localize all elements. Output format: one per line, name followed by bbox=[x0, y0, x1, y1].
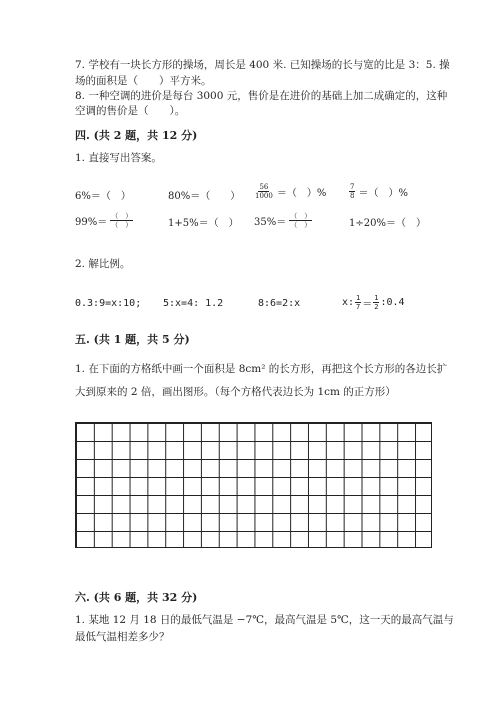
section5-line1: 1. 在下面的方格纸中画一个面积是 8cm² 的长方形，再把这个长方形的各边长扩 bbox=[75, 363, 448, 375]
calc-35-percent: 35%＝ $\frac{( )}{( )}$ bbox=[254, 212, 312, 229]
calc-99-percent: 99%＝ $\frac{( )}{( )}$ bbox=[75, 212, 133, 229]
section6-line2: 最低气温相差多少？ bbox=[75, 631, 170, 643]
square-grid-paper[interactable] bbox=[75, 422, 432, 548]
calc-6-percent: 6%＝（ ） bbox=[75, 191, 131, 202]
calc-1-div-20-percent: 1÷20%＝（ ） bbox=[349, 218, 426, 229]
calc-7-over-8: $\frac{7}{8}$ ＝（ ）% bbox=[350, 183, 408, 200]
section4-q2-title: 2. 解比例。 bbox=[75, 258, 131, 270]
ratio-b: 5:x=4: 1.2 bbox=[163, 298, 224, 309]
calc-80-percent: 80%＝（ ） bbox=[168, 191, 241, 202]
section6-title: 六. (共 6 题，共 32 分) bbox=[75, 591, 198, 604]
ratio-c: 8:6=2:x bbox=[258, 298, 301, 309]
ratio-a: 0.3:9=x:10; bbox=[75, 298, 142, 309]
q8-line1: 8. 一种空调的进价是每台 3000 元，售价是在进价的基础上加二成确定的，这种 bbox=[75, 90, 448, 102]
section4-q1-title: 1. 直接写出答案。 bbox=[75, 152, 162, 164]
calc-56-over-1000: $\frac{56}{1000}$ ＝（ ）% bbox=[255, 183, 327, 200]
q8-line2: 空调的售价是（ ）。 bbox=[75, 105, 186, 117]
calc-1-plus-5-percent: 1+5%＝（ ） bbox=[168, 218, 239, 229]
section5-title: 五. (共 1 题，共 5 分) bbox=[75, 333, 190, 346]
ratio-d: x: $\frac{1}{7}$ ＝ $\frac{1}{2}$ :0.4 bbox=[342, 294, 405, 311]
section5-line2: 大到原来的 2 倍，画出图形。（每个方格代表边长为 1cm 的正方形） bbox=[75, 386, 396, 398]
section6-line1: 1. 某地 12 月 18 日的最低气温是 −7℃，最高气温是 5℃，这一天的最高气温与 bbox=[75, 614, 454, 626]
section4-title: 四. (共 2 题，共 12 分) bbox=[75, 129, 198, 142]
q7-line1: 7. 学校有一块长方形的操场，周长是 400 米. 已知操场的长与宽的比是 3：5. 操 bbox=[75, 59, 450, 71]
q7-line2: 场的面积是（ ）平方米。 bbox=[75, 75, 212, 87]
